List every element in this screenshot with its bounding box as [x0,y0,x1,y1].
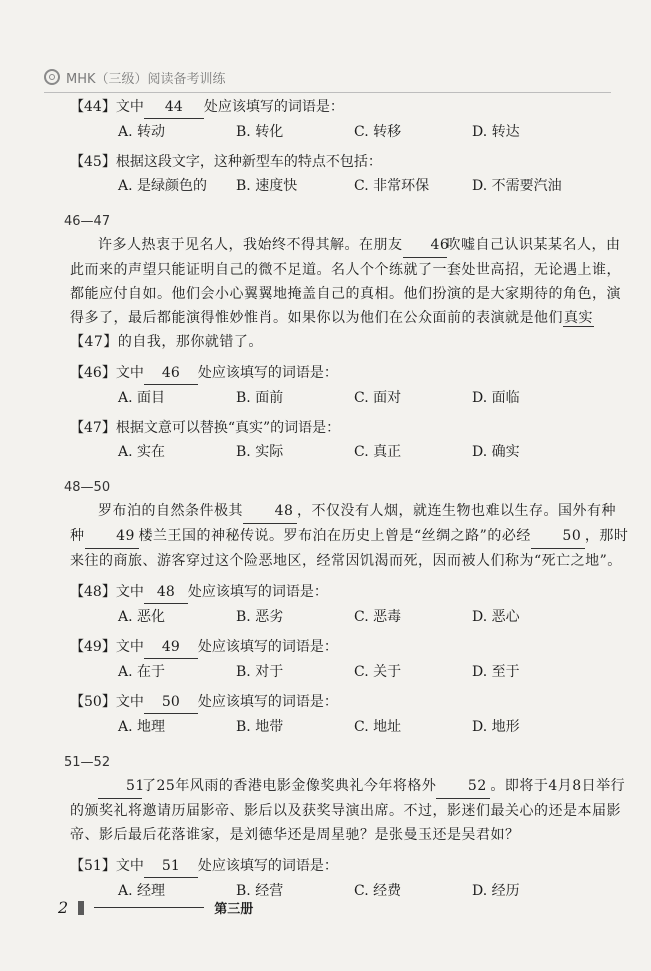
question-stem: 【47】根据文意可以替换“真实”的词语是： [70,420,341,436]
option-c: C. 经费 [354,883,402,899]
question-stem: 【51】文中 51 处应该填写的词语是： [70,855,630,878]
page-footer [58,898,253,917]
question-51 [70,855,630,902]
reading-passage: 罗布泊的自然条件极其 48 ，不仅没有人烟，就连生物也难以生存。国外有种种 49 楼兰王国的神秘传说。罗布泊在历史上曾是“丝绸之路”的必经 50 ，那时来往的商旅、游客穿过这个险恶地区，经常因饥渴而死，因而被人们称为“死亡之地”。 [70,499,630,573]
answer-blank: 51 [144,855,198,878]
option-b: B. 经营 [236,883,284,899]
option-c: C. 恶毒 [354,609,402,625]
question-50 [70,691,630,738]
question-stem: 【45】根据这段文字，这种新型车的特点不包括： [70,154,382,170]
option-list [118,441,630,463]
question-49 [70,636,630,683]
book-logo-icon [44,69,60,85]
option-d: D. 不需要汽油 [472,178,562,194]
option-b: B. 恶劣 [236,609,284,625]
option-b: B. 地带 [236,719,284,735]
option-c: C. 非常环保 [354,178,430,194]
option-b: B. 实际 [236,444,284,460]
option-b: B. 面前 [236,390,284,406]
option-a: A. 地理 [118,719,166,735]
reading-passage: 51了25年风雨的香港电影金像奖典礼今年将格外 52 。即将于4月8日举行的颁奖礼将邀请历届影帝、影后以及获奖导演出席。不过，影迷们最关心的还是本届影帝、影后最后花落谁家，是刘德华还是周星驰？是张曼玉还是吴君如？ [70,774,630,847]
option-c: C. 转移 [354,124,402,140]
option-a: A. 转动 [118,124,166,140]
page-content [64,96,630,902]
section-range: 51—52 [64,755,111,770]
option-d: D. 经历 [472,883,520,899]
footer-bar-icon [78,901,84,915]
header-title: MHK（三级）阅读备考训练 [66,71,226,87]
question-46 [70,362,630,409]
option-a: A. 在于 [118,664,166,680]
option-list [118,387,630,409]
question-stem: 【48】文中 48 处应该填写的词语是： [70,581,630,604]
option-d: D. 至于 [472,664,520,680]
question-stem: 【44】文中 44 处应该填写的词语是： [70,96,630,119]
option-a: A. 是绿颜色的 [118,178,208,194]
page-number: 2 [58,898,69,917]
option-b: B. 转化 [236,124,284,140]
question-47 [70,417,630,463]
running-header [44,66,226,88]
question-stem: 【46】文中 46 处应该填写的词语是： [70,362,630,385]
book-volume: 第三册 [214,902,254,917]
option-list [118,175,630,197]
question-stem: 【50】文中 50 处应该填写的词语是： [70,691,630,714]
section-range: 46—47 [64,214,111,229]
option-c: C. 面对 [354,390,402,406]
option-c: C. 地址 [354,719,402,735]
option-c: C. 真正 [354,444,402,460]
question-stem: 【49】文中 49 处应该填写的词语是： [70,636,630,659]
option-c: C. 关于 [354,664,402,680]
option-d: D. 转达 [472,124,520,140]
footer-rule [94,907,204,908]
option-a: A. 实在 [118,444,166,460]
question-45 [70,151,630,197]
answer-blank: 48 [144,581,188,604]
answer-blank: 50 [144,691,198,714]
header-divider [44,92,611,93]
question-44 [70,96,630,143]
option-a: A. 恶化 [118,609,166,625]
option-d: D. 确实 [472,444,520,460]
option-b: B. 速度快 [236,178,298,194]
option-b: B. 对于 [236,664,284,680]
option-a: A. 面目 [118,390,166,406]
answer-blank: 49 [144,636,198,659]
option-d: D. 恶心 [472,609,520,625]
option-list [118,121,630,143]
answer-blank: 46 [144,362,198,385]
option-a: A. 经理 [118,883,166,899]
option-list [118,606,630,628]
option-d: D. 面临 [472,390,520,406]
option-list [118,716,630,738]
option-d: D. 地形 [472,719,520,735]
question-48 [70,581,630,628]
reading-passage: 许多人热衷于见名人，我始终不得其解。在朋友 46吹嘘自己认识某某名人，由此而来的声望只能证明自己的微不足道。名人个个练就了一套处世高招，无论遇上谁，都能应付自如。他们会小心翼翼地掩盖自己的真相。他们扮演的是大家期待的角色，演得多了，最后都能演得惟妙惟肖。如果你以为他们在公众面前的表演就是他们真实【47】的自我，那你就错了。 [70,233,630,354]
section-range: 48—50 [64,480,111,495]
answer-blank: 44 [144,96,204,119]
option-list [118,661,630,683]
